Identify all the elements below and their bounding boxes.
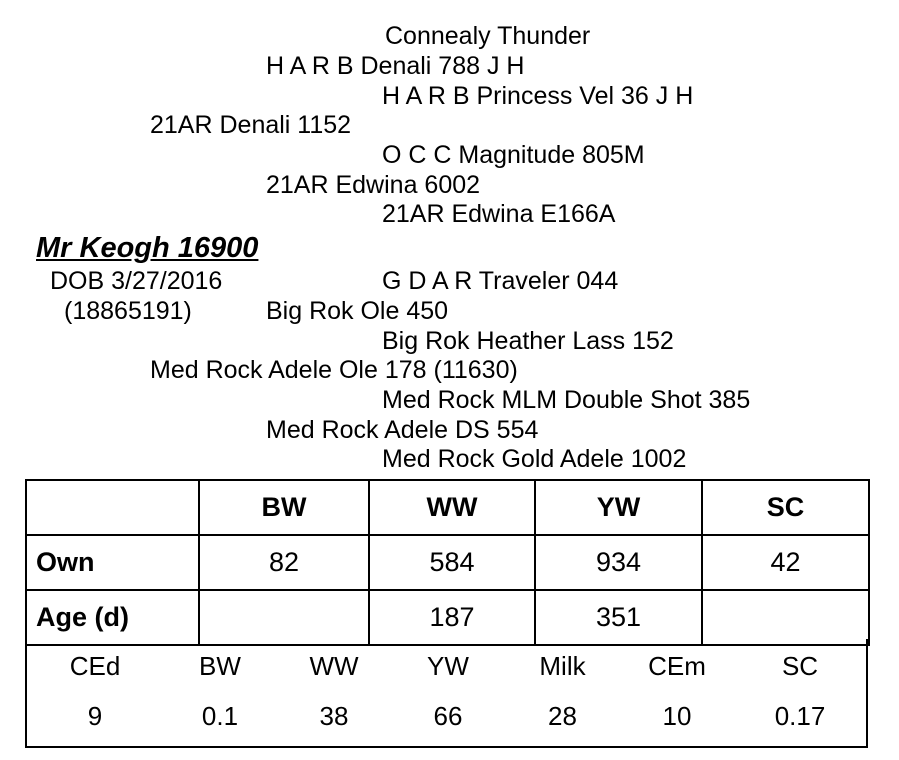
sire-dam: 21AR Edwina 6002	[266, 171, 481, 199]
epd-label-milk: Milk	[539, 650, 586, 681]
header-bw: BW	[199, 480, 369, 535]
epd-label-sc: SC	[781, 650, 819, 681]
dam-sire-sire: G D A R Traveler 044	[382, 267, 619, 295]
epd-value-yw: 66	[433, 700, 463, 731]
table-row	[26, 590, 869, 645]
sire-dam-dam: 21AR Edwina E166A	[382, 200, 616, 228]
epd-values-row	[27, 691, 866, 741]
epd-value-milk: 28	[548, 700, 577, 731]
dam-sire: Big Rok Ole 450	[266, 297, 449, 325]
age-yw: 351	[535, 590, 702, 645]
table-row	[26, 535, 869, 590]
dam-dam-sire: Med Rock MLM Double Shot 385	[382, 386, 751, 414]
animal-name: Mr Keogh 16900	[36, 232, 259, 264]
epd-label-yw: YW	[427, 650, 469, 681]
age-bw	[199, 590, 369, 645]
own-bw: 82	[199, 535, 369, 590]
epd-labels-row	[27, 641, 866, 691]
performance-table	[25, 479, 870, 646]
sire-sire-dam: H A R B Princess Vel 36 J H	[382, 82, 694, 110]
epd-label-bw: BW	[199, 650, 241, 681]
sire-dam-sire: O C C Magnitude 805M	[382, 141, 645, 169]
own-sc: 42	[702, 535, 869, 590]
sire-sire-sire: Connealy Thunder	[385, 22, 591, 50]
dam: Med Rock Adele Ole 178 (11630)	[150, 356, 518, 384]
epd-label-ced: CEd	[69, 650, 121, 681]
epd-label-ww: WW	[309, 650, 359, 681]
dam-dam-dam: Med Rock Gold Adele 1002	[382, 445, 687, 473]
epd-value-ww: 38	[319, 700, 349, 731]
epd-label-cem: CEm	[648, 650, 706, 681]
header-sc: SC	[702, 480, 869, 535]
header-yw: YW	[535, 480, 702, 535]
animal-registration: (18865191)	[64, 297, 192, 325]
sire-sire: H A R B Denali 788 J H	[266, 52, 525, 80]
age-ww: 187	[369, 590, 535, 645]
age-sc	[702, 590, 869, 645]
epd-value-sc: 0.17	[774, 700, 826, 731]
dam-dam: Med Rock Adele DS 554	[266, 416, 539, 444]
row-label-own: Own	[26, 535, 199, 590]
own-yw: 934	[535, 535, 702, 590]
dam-sire-dam: Big Rok Heather Lass 152	[382, 327, 674, 355]
epd-value-bw: 0.1	[201, 700, 239, 731]
epd-value-ced: 9	[87, 700, 103, 731]
header-ww: WW	[369, 480, 535, 535]
performance-header-row	[26, 480, 869, 535]
sire: 21AR Denali 1152	[150, 111, 352, 139]
epd-box	[25, 639, 868, 748]
own-ww: 584	[369, 535, 535, 590]
epd-value-cem: 10	[662, 700, 692, 731]
row-label-age: Age (d)	[26, 590, 199, 645]
header-corner	[26, 480, 199, 535]
animal-dob: DOB 3/27/2016	[50, 267, 223, 295]
